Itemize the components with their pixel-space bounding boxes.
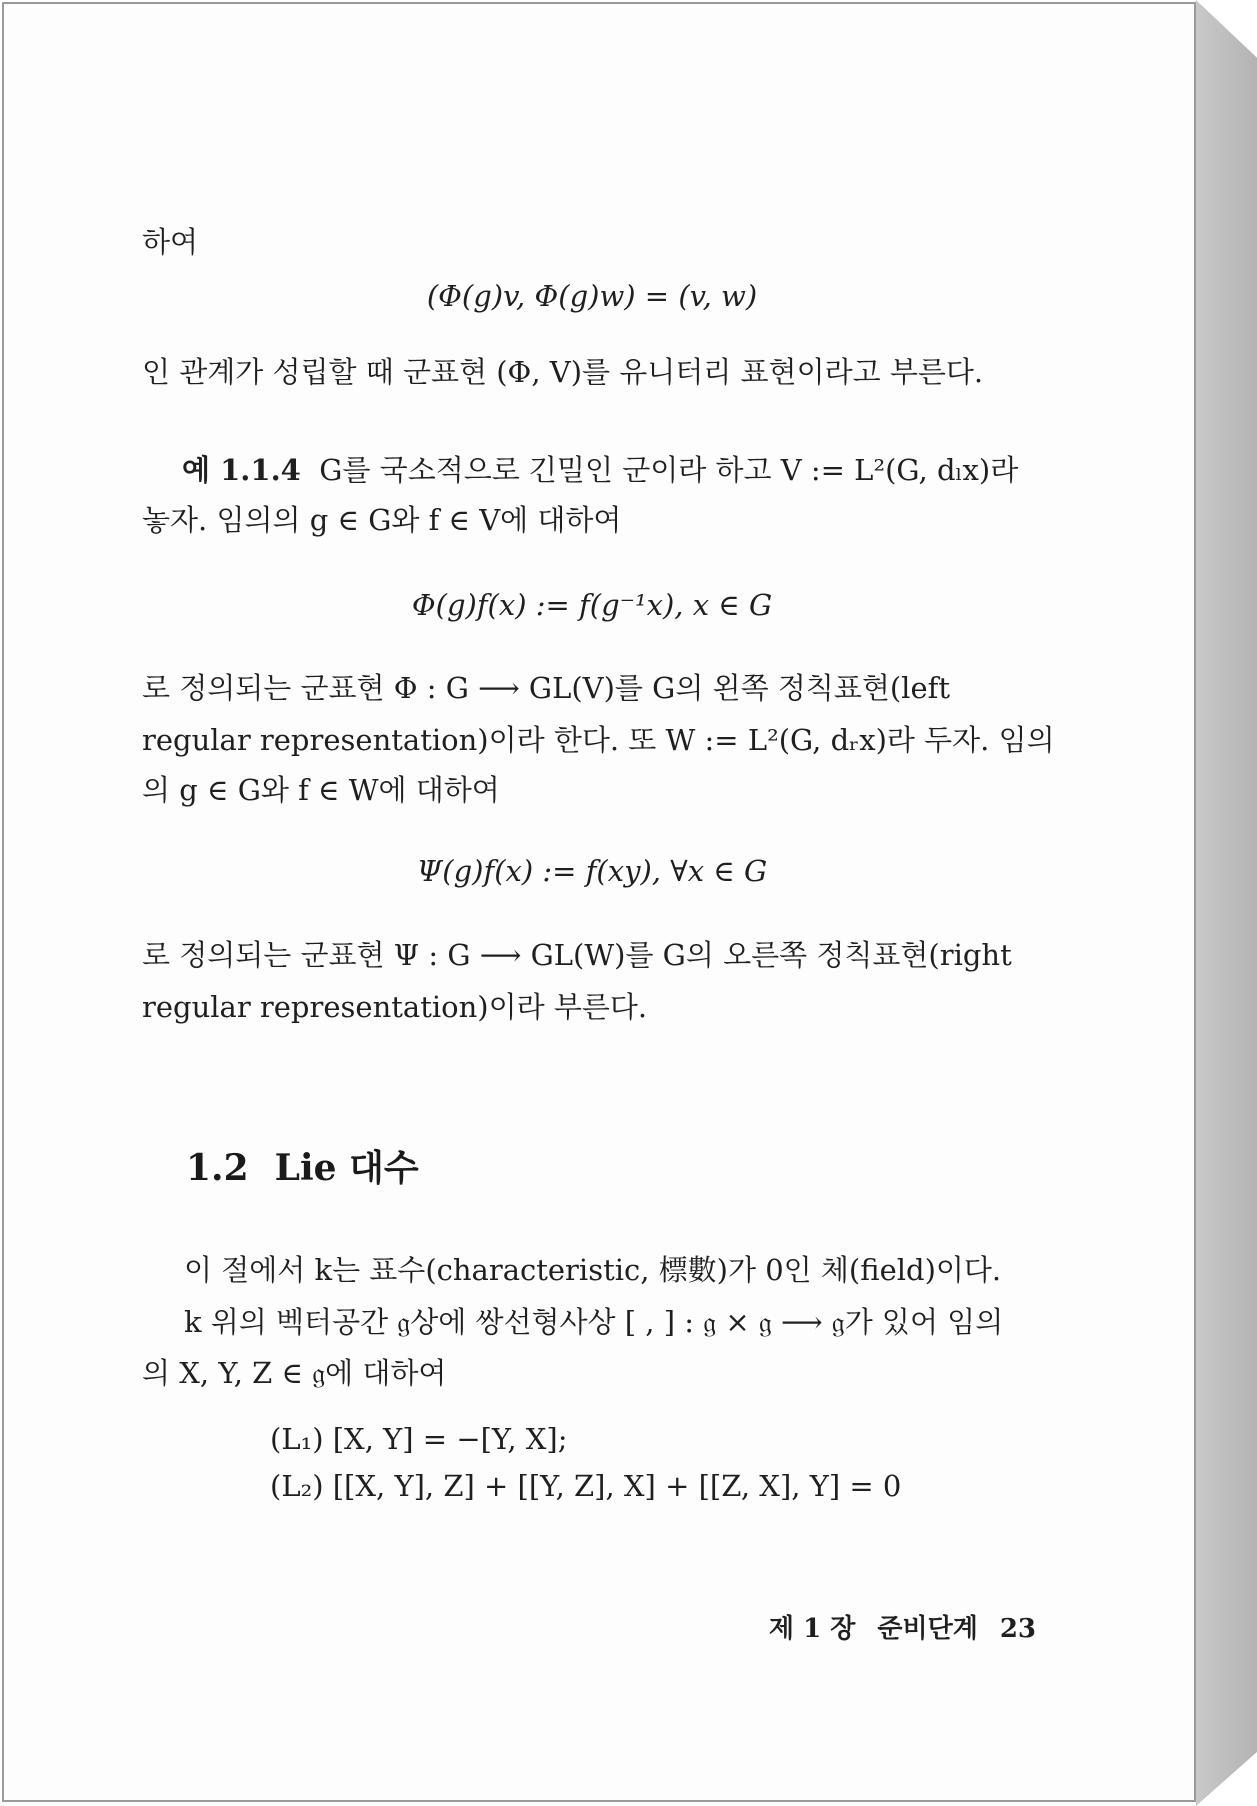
axiom-L1: (L₁) [X, Y] = −[Y, X]; <box>270 1422 568 1456</box>
example-line-1 <box>182 444 1082 496</box>
bilinear-line-2: 의 X, Y, Z ∈ 𝔤에 대하여 <box>142 1356 447 1390</box>
equation-left-regular: Φ(g)f(x) := f(g⁻¹x), x ∈ G <box>411 588 773 622</box>
unitary-definition: 인 관계가 성립할 때 군표현 (Φ, V)를 유니터리 표현이라고 부른다. <box>142 355 984 389</box>
page-number: 23 <box>999 1614 1036 1644</box>
equation-unitary: (Φ(g)v, Φ(g)w) = (v, w) <box>426 279 758 313</box>
intro-text: 하여 <box>142 225 199 259</box>
right-regular-line-2: regular representation)이라 부른다. <box>142 990 648 1024</box>
footer-chapter: 제 1 장 <box>768 1614 856 1644</box>
example-line-1-text: G를 국소적으로 긴밀인 군이라 하고 V := L²(G, dₗx)라 <box>319 453 1019 487</box>
axiom-L2: (L₂) [[X, Y], Z] + [[Y, Z], X] + [[Z, X], Y] = 0 <box>270 1469 902 1503</box>
section-title: Lie 대수 <box>274 1147 419 1189</box>
left-regular-line-2: regular representation)이라 한다. 또 W := L²(G, dᵣx)라 두자. 임의 <box>142 723 1055 757</box>
example-label: 예 1.1.4 <box>182 453 301 487</box>
right-regular-line-1: 로 정의되는 군표현 Ψ : G ⟶ GL(W)를 G의 오른쪽 정칙표현(right <box>142 938 1012 972</box>
section-number: 1.2 <box>186 1147 249 1189</box>
equation-right-regular: Ψ(g)f(x) := f(xy), ∀x ∈ G <box>416 854 768 888</box>
example-line-2: 놓자. 임의의 g ∈ G와 f ∈ V에 대하여 <box>142 503 622 537</box>
section-heading <box>186 1140 445 1191</box>
page <box>2 2 1196 1802</box>
field-statement: 이 절에서 k는 표수(characteristic, 標數)가 0인 체(field)이다. <box>184 1253 1002 1287</box>
left-regular-line-3: 의 g ∈ G와 f ∈ W에 대하여 <box>142 773 500 807</box>
left-regular-line-1: 로 정의되는 군표현 Φ : G ⟶ GL(V)를 G의 왼쪽 정칙표현(left <box>142 671 950 705</box>
bilinear-line-1: k 위의 벡터공간 𝔤상에 쌍선형사상 [ , ] : 𝔤 × 𝔤 ⟶ 𝔤가 있어 임의 <box>184 1305 1004 1339</box>
page-footer <box>747 1608 1036 1645</box>
footer-title: 준비단계 <box>877 1614 978 1644</box>
page-edge-shadow <box>1196 0 1257 1806</box>
